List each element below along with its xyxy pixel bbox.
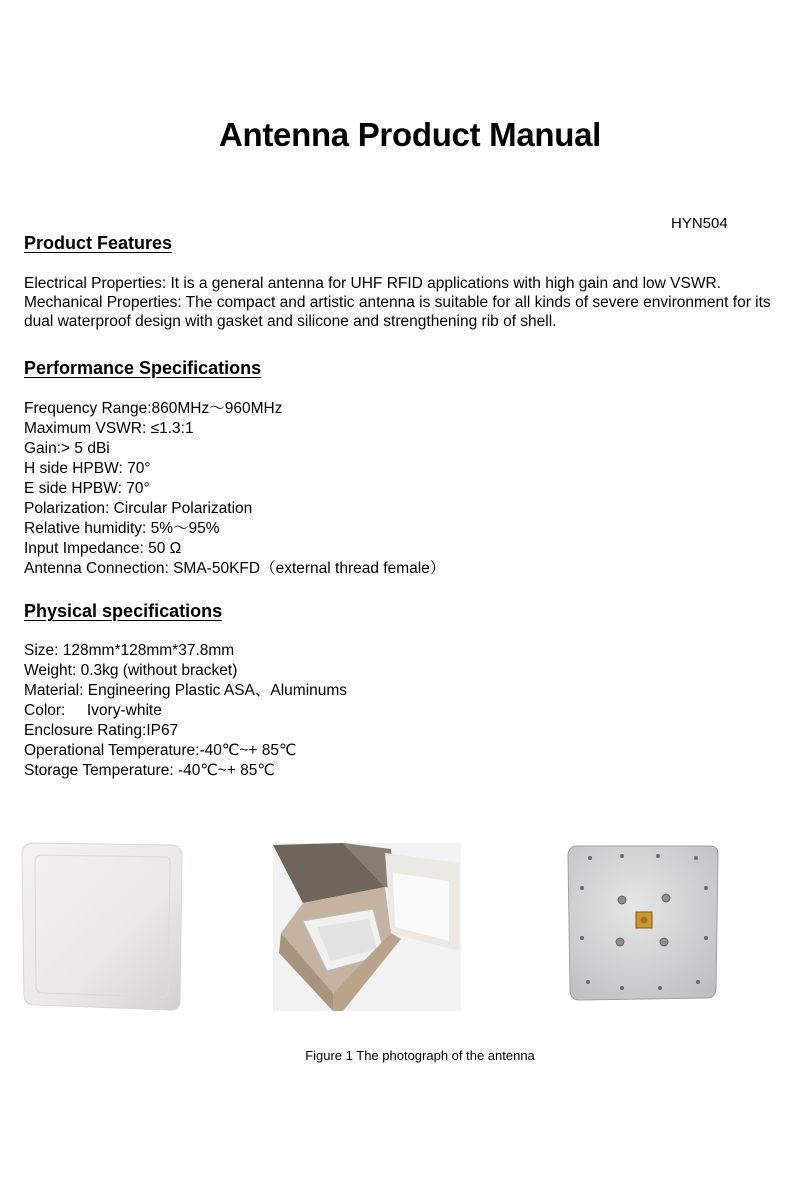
figure-caption: Figure 1 The photograph of the antenna — [305, 1048, 535, 1063]
spec-connection: Antenna Connection: SMA-50KFD（external thread female） — [24, 560, 446, 577]
spec-storage-temperature: Storage Temperature: -40℃~+ 85℃ — [24, 762, 275, 779]
spec-enclosure-rating: Enclosure Rating:IP67 — [24, 722, 179, 739]
performance-heading: Performance Specifications — [24, 358, 262, 378]
spec-impedance: Input Impedance: 50 Ω — [24, 540, 182, 557]
model-number: HYN504 — [671, 215, 728, 232]
spec-weight: Weight: 0.3kg (without bracket) — [24, 662, 238, 679]
spec-max-vswr: Maximum VSWR: ≤1.3:1 — [24, 420, 194, 437]
spec-h-hpbw: H side HPBW: 70° — [24, 460, 151, 477]
spec-frequency-range: Frequency Range:860MHz～960MHz — [24, 400, 283, 417]
spec-gain: Gain:> 5 dBi — [24, 440, 110, 457]
spec-size: Size: 128mm*128mm*37.8mm — [24, 642, 235, 659]
antenna-front-photo — [16, 835, 186, 1015]
antenna-back-photo — [560, 838, 730, 1013]
spec-material: Material: Engineering Plastic ASA、Aluminums — [24, 682, 348, 699]
antenna-packaging-photo — [273, 843, 461, 1011]
physical-spec-list — [24, 641, 347, 781]
performance-spec-list — [24, 399, 445, 579]
spec-polarization: Polarization: Circular Polarization — [24, 500, 253, 517]
spec-color: Color: Ivory-white — [24, 702, 162, 719]
spec-operational-temperature: Operational Temperature:-40℃~+ 85℃ — [24, 742, 297, 759]
spec-e-hpbw: E side HPBW: 70° — [24, 480, 150, 497]
mechanical-properties-text: Mechanical Properties: The compact and artistic antenna is suitable for all kinds of severe environment for its dual waterproof design with gasket and silicone and strengthening rib of shell. — [24, 294, 771, 330]
electrical-properties-text: Electrical Properties: It is a general antenna for UHF RFID applications with high gain and low VSWR. — [24, 275, 721, 292]
spec-humidity: Relative humidity: 5%～95% — [24, 520, 220, 537]
physical-heading: Physical specifications — [24, 601, 223, 621]
document-title: Antenna Product Manual — [218, 116, 602, 153]
product-features-heading: Product Features — [24, 233, 173, 253]
